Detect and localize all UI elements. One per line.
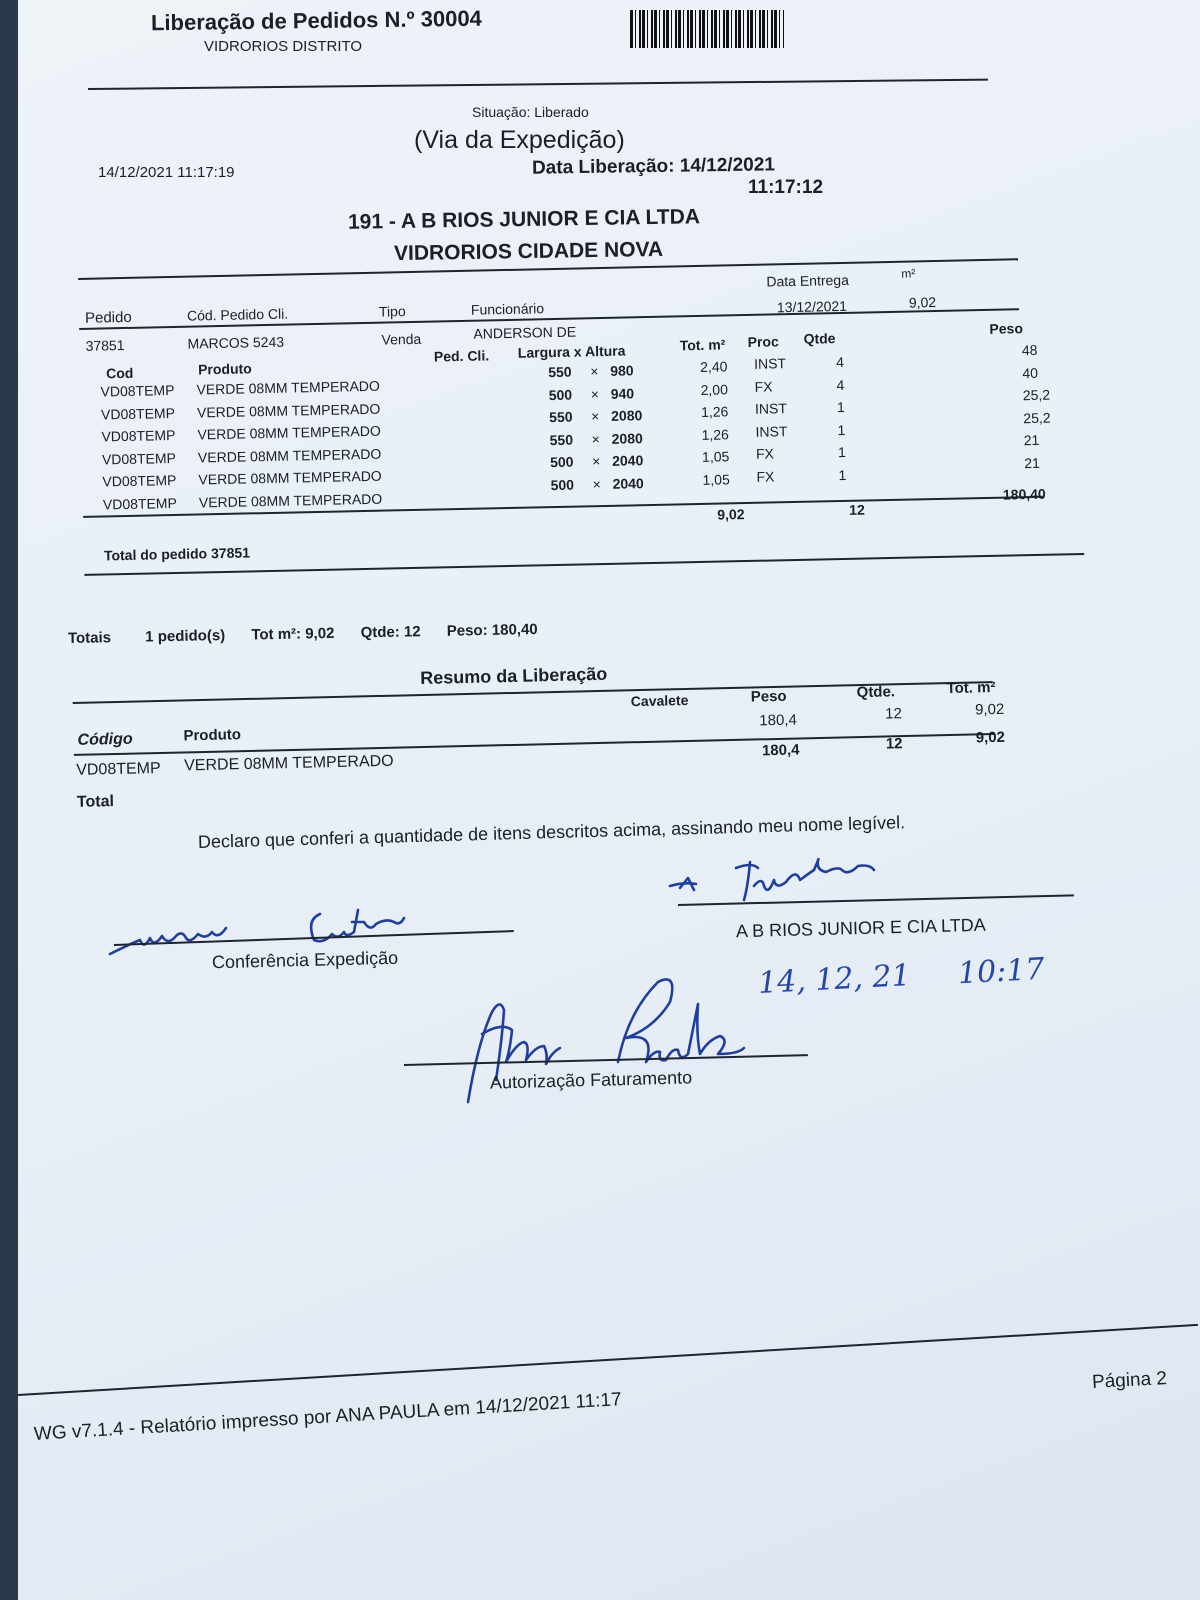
client-signature-label: A B RIOS JUNIOR E CIA LTDA xyxy=(735,914,986,942)
col-cod-pedido-cli: Cód. Pedido Cli. xyxy=(186,305,289,324)
item-produto: VERDE 08MM TEMPERADO xyxy=(198,490,383,510)
item-altura: 2040 xyxy=(611,452,644,469)
item-largura: 550 xyxy=(549,408,573,426)
item-produto: VERDE 08MM TEMPERADO xyxy=(196,400,381,420)
col-cod: Cod xyxy=(106,364,134,382)
item-cod: VD08TEMP xyxy=(101,426,176,445)
item-peso: 40 xyxy=(1022,364,1039,381)
item-qtde: 4 xyxy=(835,353,845,371)
col-pedido: Pedido xyxy=(84,308,132,327)
summary-col-peso: Peso xyxy=(750,687,787,706)
item-qtde: 4 xyxy=(836,376,845,393)
summary-col-tot-m2: Tot. m² xyxy=(946,679,996,698)
item-tot-m2: 2,40 xyxy=(699,358,728,375)
item-peso: 21 xyxy=(1024,454,1040,471)
summary-col-cavalete: Cavalete xyxy=(630,691,689,710)
item-cod: VD08TEMP xyxy=(100,404,176,423)
times-glyph: × xyxy=(591,453,601,470)
item-produto: VERDE 08MM TEMPERADO xyxy=(198,467,382,488)
handwritten-time: 10:17 xyxy=(957,951,1046,992)
summary-col-codigo: Código xyxy=(77,730,133,749)
item-largura: 500 xyxy=(550,476,575,493)
client-name: 191 - A B RIOS JUNIOR E CIA LTDA xyxy=(347,205,701,234)
item-proc: INST xyxy=(753,355,787,372)
item-altura: 940 xyxy=(610,384,635,402)
item-altura: 2040 xyxy=(612,474,644,492)
client-order-code: MARCOS 5243 xyxy=(187,333,285,352)
item-proc: FX xyxy=(756,467,775,485)
summary-total-label: Total xyxy=(76,793,115,811)
item-altura: 2080 xyxy=(611,407,643,424)
item-cod: VD08TEMP xyxy=(100,381,175,400)
col-produto: Produto xyxy=(197,360,252,378)
summary-col-produto: Produto xyxy=(183,726,242,745)
col-proc: Proc xyxy=(747,333,779,350)
totals-orders: 1 pedido(s) xyxy=(145,626,226,646)
times-glyph: × xyxy=(591,408,600,425)
item-peso: 48 xyxy=(1021,341,1038,359)
item-tot-m2: 1,05 xyxy=(702,470,730,488)
order-type: Venda xyxy=(381,330,422,348)
total-m2: 9,02 xyxy=(717,506,745,523)
summary-total-tot-m2: 9,02 xyxy=(975,728,1006,747)
document-title: Liberação de Pedidos N.º 30004 xyxy=(150,5,482,36)
item-tot-m2: 1,26 xyxy=(701,425,729,443)
totals-m2: Tot m²: 9,02 xyxy=(251,624,335,644)
copy-type: (Via da Expedição) xyxy=(414,126,625,154)
header-divider xyxy=(88,79,988,90)
handwritten-date: 14, 12, 21 xyxy=(757,958,912,1001)
times-glyph: × xyxy=(592,475,601,492)
item-qtde: 1 xyxy=(838,466,847,483)
order-total-label: Total do pedido 37851 xyxy=(103,544,251,564)
col-funcionario: Funcionário xyxy=(470,300,545,318)
barcode xyxy=(630,10,784,48)
printed-timestamp: 14/12/2021 11:17:19 xyxy=(98,164,235,181)
item-proc: FX xyxy=(755,445,775,462)
summary-tot-m2: 9,02 xyxy=(974,700,1005,719)
footer-divider xyxy=(18,1324,1198,1396)
client-store: VIDRORIOS CIDADE NOVA xyxy=(393,237,664,266)
item-largura: 500 xyxy=(548,386,573,403)
col-qtde: Qtde xyxy=(803,330,836,347)
declaration-text: Declaro que conferi a quantidade de itens descritos acima, assinando meu nome legível. xyxy=(197,812,906,852)
printed-by: WG v7.1.4 - Relatório impresso por ANA PAULA em 14/12/2021 11:17 xyxy=(33,1389,623,1445)
item-peso: 21 xyxy=(1023,431,1040,449)
col-data-entrega: Data Entrega xyxy=(766,271,850,290)
col-m2: m² xyxy=(901,266,916,281)
item-produto: VERDE 08MM TEMPERADO xyxy=(197,422,381,443)
item-peso: 25,2 xyxy=(1023,409,1051,426)
item-qtde: 1 xyxy=(836,398,846,416)
item-largura: 550 xyxy=(549,431,574,448)
item-tot-m2: 1,05 xyxy=(701,448,730,465)
item-peso: 25,2 xyxy=(1022,386,1051,404)
document-subtitle: VIDRORIOS DISTRITO xyxy=(204,38,363,55)
status-label: Situação: Liberado xyxy=(472,104,589,120)
conference-signature-label: Conferência Expedição xyxy=(211,947,399,973)
summary-col-qtde: Qtde. xyxy=(856,683,896,702)
summary-total-qtde: 12 xyxy=(885,735,903,753)
item-cod: VD08TEMP xyxy=(102,494,177,512)
item-cod: VD08TEMP xyxy=(102,471,177,490)
order-m2: 9,02 xyxy=(908,293,937,311)
release-time: 11:17:12 xyxy=(748,177,824,198)
totals-line xyxy=(68,621,538,647)
total-qtde: 12 xyxy=(849,501,865,518)
col-peso: Peso xyxy=(989,320,1024,337)
item-proc: INST xyxy=(754,400,788,417)
item-qtde: 1 xyxy=(837,421,846,438)
item-proc: INST xyxy=(755,422,788,440)
summary-produto: VERDE 08MM TEMPERADO xyxy=(183,752,394,775)
times-glyph: × xyxy=(591,430,601,447)
order-number: 37851 xyxy=(85,337,125,354)
item-qtde: 1 xyxy=(837,443,846,461)
authorization-signature-label: Autorização Faturamento xyxy=(489,1067,693,1093)
release-date: Data Liberação: 14/12/2021 xyxy=(531,154,776,179)
col-tot-m2: Tot. m² xyxy=(679,336,726,354)
client-signature xyxy=(658,858,938,918)
times-glyph: × xyxy=(590,385,600,402)
summary-peso: 180,4 xyxy=(759,711,798,730)
item-tot-m2: 2,00 xyxy=(700,380,729,398)
totals-peso: Peso: 180,40 xyxy=(446,620,538,640)
total-peso: 180,40 xyxy=(1002,485,1046,503)
item-produto: VERDE 08MM TEMPERADO xyxy=(196,377,381,398)
item-largura: 500 xyxy=(549,453,574,471)
employee: ANDERSON DE xyxy=(473,323,577,342)
document-page xyxy=(18,0,1200,1600)
col-ped-cli: Ped. Cli. xyxy=(433,347,490,365)
summary-codigo: VD08TEMP xyxy=(76,759,161,779)
item-largura: 550 xyxy=(548,363,572,381)
summary-total-peso: 180,4 xyxy=(761,741,800,760)
order-table xyxy=(76,250,1051,600)
totals-label: Totais xyxy=(67,629,112,647)
col-tipo: Tipo xyxy=(378,303,406,320)
delivery-date: 13/12/2021 xyxy=(776,297,848,316)
summary-title: Resumo da Liberação xyxy=(420,663,608,689)
item-cod: VD08TEMP xyxy=(101,449,177,467)
item-tot-m2: 1,26 xyxy=(700,403,729,420)
item-altura: 2080 xyxy=(611,429,643,447)
summary-table xyxy=(70,651,1013,822)
item-altura: 980 xyxy=(610,362,634,379)
item-proc: FX xyxy=(754,377,773,395)
col-largura-altura: Largura x Altura xyxy=(517,342,626,361)
totals-qtde: Qtde: 12 xyxy=(360,623,421,642)
item-produto: VERDE 08MM TEMPERADO xyxy=(197,445,382,465)
times-glyph: × xyxy=(590,363,599,380)
page-number: Página 2 xyxy=(1091,1368,1168,1393)
summary-qtde: 12 xyxy=(884,705,903,723)
